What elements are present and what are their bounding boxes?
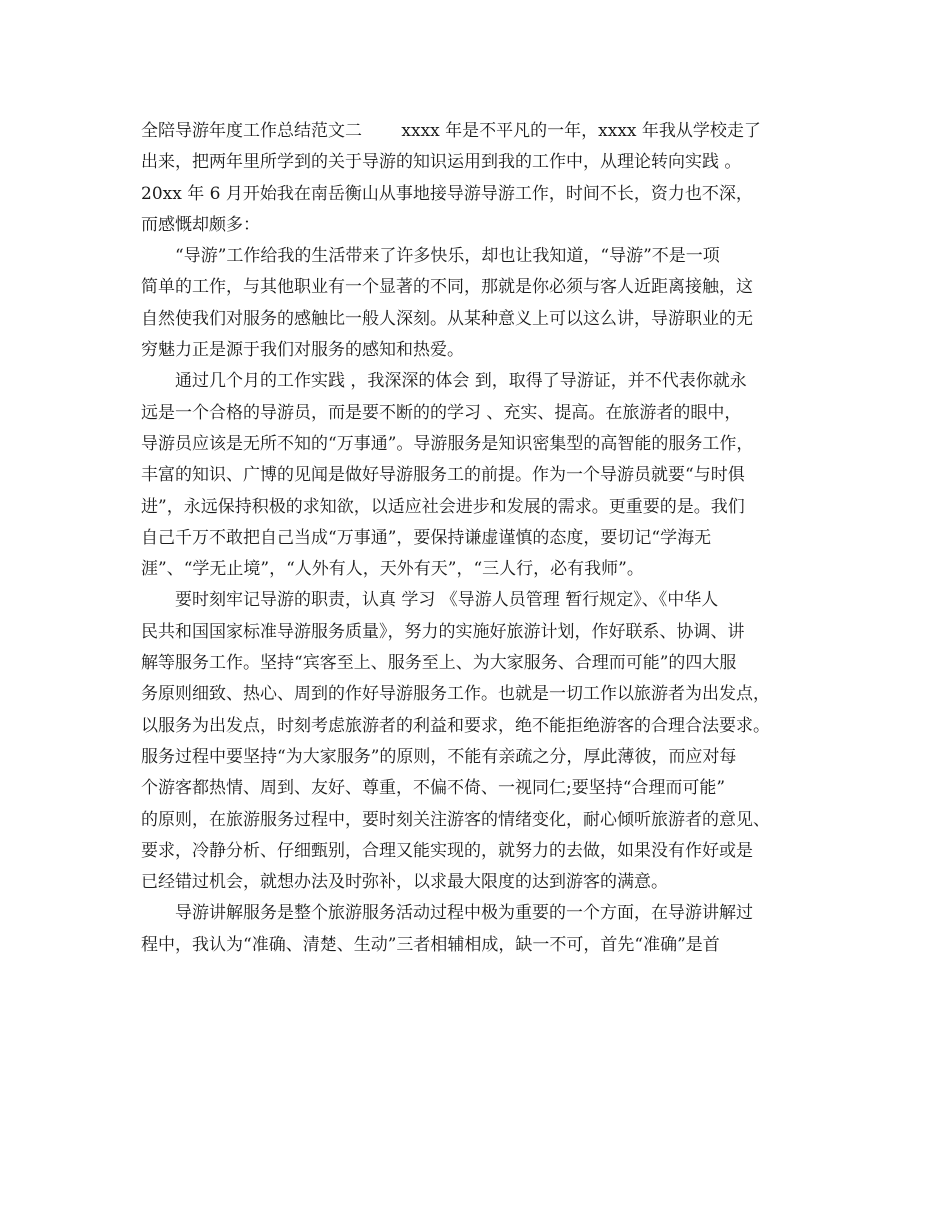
text-line: 简单的工作，与其他职业有一个显著的不同，那就是你必须与客人近距离接触，这 <box>141 277 753 298</box>
text-line: 自己千万不敢把自己当成“万事通”，要保持谦虚谨慎的态度，要切记“学海无 <box>141 527 712 548</box>
text-line: 远是一个合格的导游员，而是要不断的的学习 、充实、提高。在旅游者的眼中， <box>141 402 742 423</box>
paragraph-start-line: 要时刻牢记导游的职责，认真 学习 《导游人员管理 暂行规定》、《中华人 <box>175 590 719 611</box>
text-line: 民共和国国家标准导游服务质量》，努力的实施好旅游计划，作好联系、协调、讲 <box>141 621 745 642</box>
text-line: 已经错过机会，就想办法及时弥补，以求最大限度的达到游客的满意。 <box>141 872 668 893</box>
text-line: 出来，把两年里所学到的关于导游的知识运用到我的工作中，从理论转向实践 。 <box>141 152 742 173</box>
text-line: 涯”、“学无止境”，“人外有人，天外有天”，“三人行，必有我师”。 <box>141 559 644 580</box>
text-line: 个游客都热情、周到、友好、尊重，不偏不倚、一视同仁;要坚持“合理而可能” <box>141 778 726 799</box>
text-line: 解等服务工作。坚持“宾客至上、服务至上、为大家服务、合理而可能”的四大服 <box>141 653 737 674</box>
text-line: 穷魅力正是源于我们对服务的感知和热爱。 <box>141 340 464 361</box>
text-line: 要求，冷静分析、仔细甄别，合理又能实现的，就努力的去做，如果没有作好或是 <box>141 840 753 861</box>
text-line: 自然使我们对服务的感触比一般人深刻。从某种意义上可以这么讲，导游职业的无 <box>141 308 753 329</box>
text-line: 进”，永远保持积极的求知欲，以适应社会进步和发展的需求。更重要的是。我们 <box>141 496 745 517</box>
text-line: 以服务为出发点，时刻考虑旅游者的利益和要求，绝不能拒绝游客的合理合法要求。 <box>141 715 770 736</box>
text-line: 丰富的知识、广博的见闻是做好导游服务工的前提。作为一个导游员就要“与时俱 <box>141 465 745 486</box>
paragraph-start-line: “导游”工作给我的生活带来了许多快乐，却也让我知道，“导游”不是一项 <box>175 246 720 267</box>
text-line: 而感慨却颇多： <box>141 214 260 235</box>
text-line: 20xx 年 6 月开始我在南岳衡山从事地接导游导游工作，时间不长，资力也不深， <box>141 183 753 204</box>
document-body <box>141 116 831 961</box>
paragraph-start-line: 通过几个月的工作实践 ，我深深的体会 到，取得了导游证，并不代表你就永 <box>175 371 747 392</box>
text-line: 务原则细致、热心、周到的作好导游服务工作。也就是一切工作以旅游者为出发点， <box>141 684 770 705</box>
text-line: 的原则，在旅游服务过程中，要时刻关注游客的情绪变化，耐心倾听旅游者的意见、 <box>141 809 770 830</box>
text-line: 导游员应该是无所不知的“万事通”。导游服务是知识密集型的高智能的服务工作， <box>141 433 754 454</box>
paragraph-start-line: 导游讲解服务是整个旅游服务活动过程中极为重要的一个方面，在导游讲解过 <box>175 903 753 924</box>
text-line: 全陪导游年度工作总结范文二 xxxx 年是不平凡的一年，xxxx 年我从学校走了 <box>141 121 761 141</box>
text-line: 服务过程中要坚持“为大家服务”的原则，不能有亲疏之分，厚此薄彼，而应对每 <box>141 746 737 767</box>
text-line: 程中，我认为“准确、清楚、生动”三者相辅相成，缺一不可，首先“准确”是首 <box>141 934 720 955</box>
